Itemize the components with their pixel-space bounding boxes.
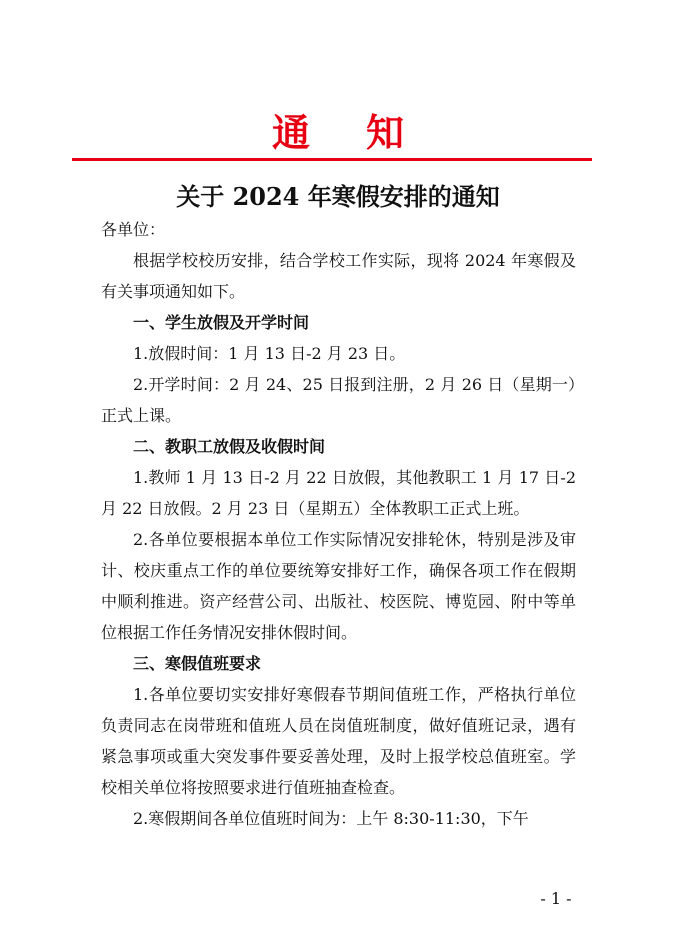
section-heading-2: 二、教职工放假及收假时间 <box>133 437 326 456</box>
section-2-item-2: 2.各单位要根据本单位工作实际情况安排轮休，特别是涉及审计、校庆重点工作的单位要统筹安排好工作，确保各项工作在假期中顺利推进。资产经营公司、出版社、校医院、博览园、附中等单位根据工作任务情况安排休假时间。 <box>101 530 576 642</box>
greeting: 各单位： <box>101 220 166 239</box>
document-title: 关于 2024 年寒假安排的通知 <box>176 182 500 211</box>
intro-paragraph: 根据学校校历安排，结合学校工作实际，现将 2024 年寒假及有关事项通知如下。 <box>101 251 576 301</box>
section-3-item-1: 1.各单位要切实安排好寒假春节期间值班工作，严格执行单位负责同志在岗带班和值班人员在岗值班制度，做好值班记录，遇有紧急事项或重大突发事件要妥善处理，及时上报学校总值班室。学校相关单位将按照要求进行值班抽查检查。 <box>101 685 576 797</box>
section-1-item-1: 1.放假时间：1 月 13 日-2 月 23 日。 <box>133 344 406 363</box>
section-1-item-2: 2.开学时间：2 月 24、25 日报到注册，2 月 26 日（星期一）正式上课。 <box>101 375 576 425</box>
section-3-item-2: 2.寒假期间各单位值班时间为：上午 8:30-11:30，下午 <box>133 809 529 828</box>
red-divider-line <box>72 158 592 161</box>
section-2-item-1: 1.教师 1 月 13 日-2 月 22 日放假，其他教职工 1 月 17 日-2 月 22 日放假。2 月 23 日（星期五）全体教职工正式上班。 <box>101 468 576 518</box>
page-number: - 1 - <box>540 889 572 908</box>
section-heading-1: 一、学生放假及开学时间 <box>133 313 310 332</box>
section-heading-3: 三、寒假值班要求 <box>133 654 262 673</box>
masthead-title: 通知 <box>271 110 460 155</box>
document-body <box>101 214 576 834</box>
